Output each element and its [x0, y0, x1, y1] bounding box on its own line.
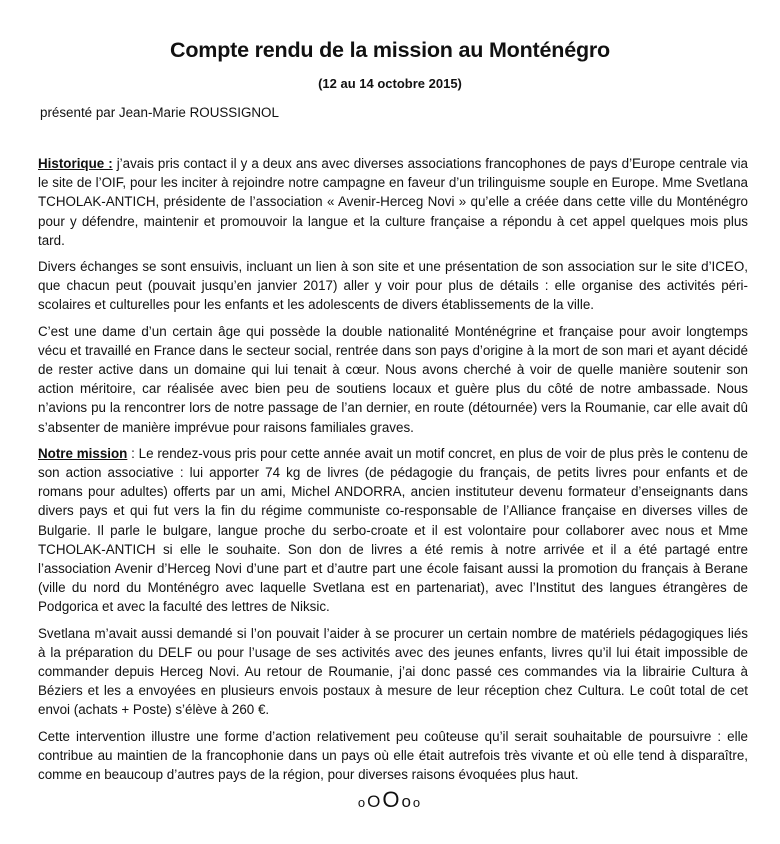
- document-title: Compte rendu de la mission au Monténégro: [170, 38, 610, 62]
- historique-paragraph-3: C’est une dame d’un certain âge qui possède la double nationalité Monténégrine et française pour avoir longtemps vécu et travaillé en France dans le secteur social, rentrée dans son pays d’origine à la mort de son mari et ayant décidé de rester active dans un domaine qui lui tenait à cœur. Nous avons cherché à voir de quelle manière soutenir son action méritoire, car réalisée avec bien peu de soutiens locaux et guère plus du côté de notre ambassade. Nous n’avions pu la rencontrer lors de notre passage de l’an dernier, en route (détournée) vers la Roumanie, car elle avait dû s’absenter de manière imprévue pour raisons familiales graves.: [38, 323, 748, 435]
- ornament-circle-small: o: [357, 795, 368, 810]
- mission-intro-text: : Le rendez-vous pris pour cette année avait un motif concret, en plus de voir de plus près le contenu de son action associative : lui apporter 74 kg de livres (de pédagogie du français, de petits livres pour enfants et de romans pour adultes) offerts par un ami, Michel ANDORRA, ancien instituteur devenu formateur d’enseignants dans divers pays et qui fut vers la fin du régime communiste co-responsable de l’Alliance française en diverses villes de Bulgarie. Il parle le bulgare, langue proche du serbo-croate et il est volontaire pour collaborer avec nous et Mme TCHOLAK-ANTICH si elle le souhaite. Son don de livres a été remis à notre arrivée et il a été partagé entre l’association Avenir d’Herceg Novi d’une part et d’autre part une école faisant aussi la promotion du français à Berane (ville du nord du Monténégro avec laquelle Svetlana est en partenariat), avec l’Institut des langues étrangères de Podgorica et avec la faculté des lettres de Niksic.: [38, 445, 748, 615]
- section-heading-mission: Notre mission: [38, 445, 128, 461]
- historique-paragraph: [38, 154, 748, 250]
- end-ornament: [0, 788, 780, 815]
- mission-paragraph-2: Svetlana m’avait aussi demandé si l’on pouvait l’aider à se procurer un certain nombre de matériels pédagogiques liés à la préparation du DELF ou pour l’usage de ses activités avec des jeunes enfants, livres qu’il lui était impossible de commander depuis Herceg Novi. Au retour de Roumanie, j’ai donc passé ces commandes via la librairie Cultura à Béziers et les a envoyées en plusieurs envois postaux à mesure de leur réception chez Cultura. Le coût total de cet envoi (achats + Poste) s’élève à 260 €.: [38, 625, 748, 718]
- ornament-circle-medium: o: [401, 792, 413, 811]
- historique-intro-text: j’avais pris contact il y a deux ans avec diverses associations francophones de pays d’Europe centrale via le site de l’OIF, pour les inciter à rejoindre notre campagne en faveur d’un trilinguisme souple en Europe. Mme Svetlana TCHOLAK-ANTICH, présidente de l’association « Avenir-Herceg Novi » qu’elle a créée dans cette ville du Monténégro pour y défendre, maintenir et promouvoir la langue et la culture française a répondu à cet appel quelques mois plus tard.: [38, 156, 748, 248]
- ornament-circle-medium: O: [367, 792, 383, 811]
- ornament-circle-large: O: [382, 787, 402, 812]
- historique-paragraph-2: Divers échanges se sont ensuivis, incluant un lien à son site et une présentation de son association sur le site d’ICEO, que chacun peut (pouvait jusqu’en janvier 2017) aller y voir pour plus de détails : elle organise des activités péri-scolaires et culturelles pour les enfants et les adolescents de divers établissements de la ville.: [38, 259, 748, 313]
- document-body: [38, 154, 748, 791]
- document-author: présenté par Jean-Marie ROUSSIGNOL: [40, 105, 279, 120]
- mission-paragraph-3: Cette intervention illustre une forme d’action relativement peu coûteuse qu’il serait souhaitable de poursuivre : elle contribue au maintien de la francophonie dans un pays où elle était autrefois très vivante et où elle tend à disparaître, comme en beaucoup d’autres pays de la région, pour diverses raisons évoquées plus haut.: [38, 728, 748, 783]
- section-heading-historique: Historique :: [38, 156, 113, 171]
- document-dates: (12 au 14 octobre 2015): [318, 76, 462, 91]
- ornament-circle-small: o: [412, 795, 423, 810]
- mission-paragraph: [38, 444, 748, 617]
